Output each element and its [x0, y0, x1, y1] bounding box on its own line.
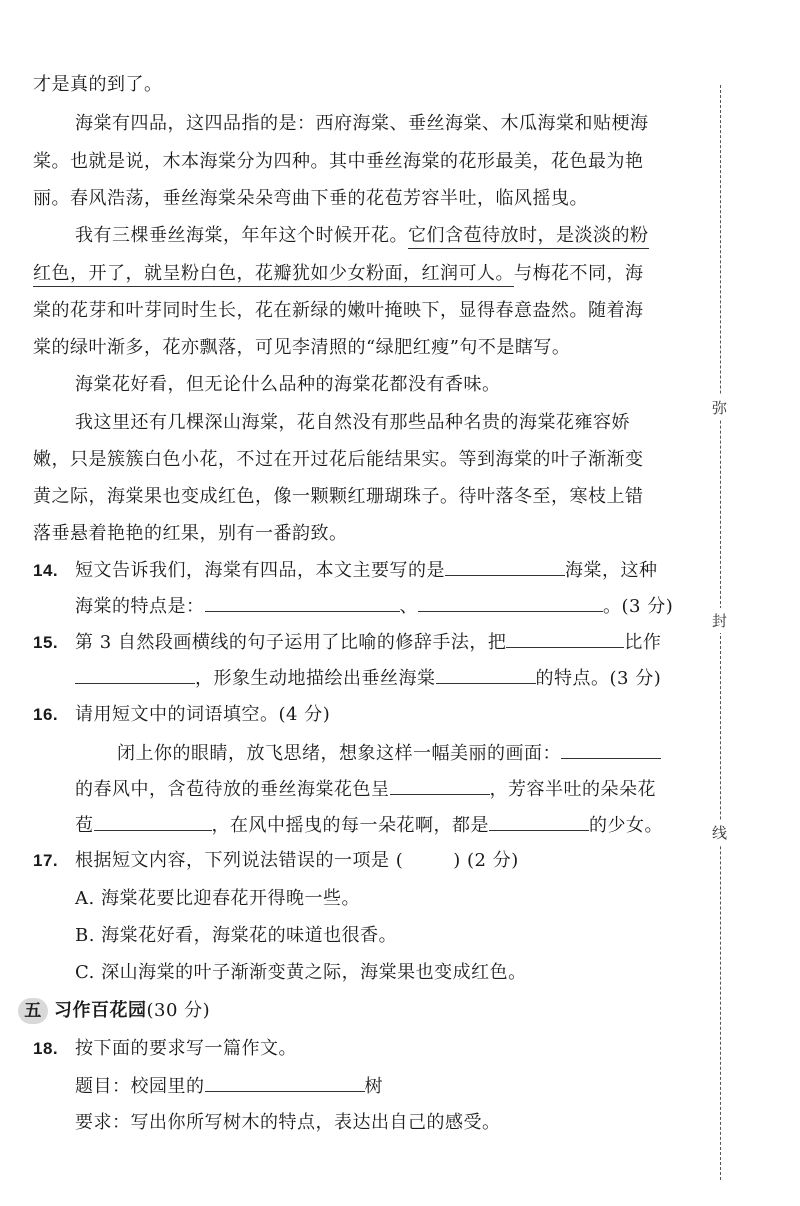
section-title: 习作百花园	[54, 1000, 147, 1021]
option-c: C. 深山海棠的叶子渐渐变黄之际，海棠果也变成红色。	[75, 962, 527, 983]
question-text: 海棠的特点是：	[75, 596, 205, 617]
answer-blank[interactable]	[94, 812, 212, 831]
passage-line: 棠。也就是说，木本海棠分为四种。其中垂丝海棠的花形最美，花色最为艳	[33, 151, 644, 172]
passage-text: 与梅花不同，海	[514, 263, 644, 284]
question-15-line2	[75, 665, 661, 692]
answer-blank[interactable]	[445, 557, 565, 576]
section-5-header	[18, 998, 210, 1024]
question-text: 第 3 自然段画横线的句子运用了比喻的修辞手法，把	[75, 632, 507, 653]
passage-line: 我这里还有几棵深山海棠，花自然没有那些品种名贵的海棠花雍容娇	[75, 412, 630, 433]
question-text: 比作	[624, 632, 662, 653]
question-18-requirement: 要求：写出你所写树木的特点，表达出自己的感受。	[75, 1112, 501, 1133]
question-text: 闭上你的眼睛，放飞思绪，想象这样一幅美丽的画面：	[117, 743, 561, 764]
option-b: B. 海棠花好看，海棠花的味道也很香。	[75, 925, 398, 946]
section-points: (30 分)	[146, 1000, 211, 1021]
seal-word: 弥	[712, 395, 727, 420]
passage-line: 丽。春风浩荡，垂丝海棠朵朵弯曲下垂的花苞芳容半吐，临风摇曳。	[33, 188, 588, 209]
question-number: 16.	[33, 705, 59, 724]
question-text: ，芳容半吐的朵朵花	[489, 779, 656, 800]
passage-line: 海棠有四品，这四品指的是：西府海棠、垂丝海棠、木瓜海棠和贴梗海	[75, 113, 649, 134]
question-16-line3	[75, 776, 656, 803]
question-text: ，形象生动地描绘出垂丝海棠	[195, 668, 436, 689]
question-number: 15.	[33, 633, 59, 652]
question-16-line4	[75, 812, 663, 839]
question-text: ，在风中摇曳的每一朵花啊，都是	[211, 815, 489, 836]
question-text: 海棠，这种	[565, 560, 658, 581]
question-18-title	[75, 1073, 383, 1100]
question-text: 的少女。	[589, 815, 663, 836]
question-15	[33, 629, 661, 656]
question-text: 按下面的要求写一篇作文。	[75, 1038, 297, 1059]
question-points: 的特点。(3 分)	[535, 668, 662, 689]
passage-line: 海棠花好看，但无论什么品种的海棠花都没有香味。	[75, 374, 501, 395]
question-number: 14.	[33, 561, 59, 580]
question-16-line2	[117, 740, 661, 767]
question-points: 。(3 分)	[603, 596, 674, 617]
underlined-sentence: 它们含苞待放时，是淡淡的粉	[408, 225, 649, 249]
question-text: 、	[399, 596, 418, 617]
question-points: ) (2 分)	[453, 850, 519, 871]
question-17	[33, 848, 519, 874]
seal-word: 线	[712, 820, 727, 845]
answer-blank[interactable]	[205, 1073, 365, 1092]
passage-line: 落垂悬着艳艳的红果，别有一番韵致。	[33, 523, 348, 544]
answer-blank[interactable]	[436, 665, 536, 684]
passage-line	[33, 261, 644, 287]
question-number: 17.	[33, 851, 59, 870]
question-text: 的春风中，含苞待放的垂丝海棠花色呈	[75, 779, 390, 800]
question-text: 苞	[75, 815, 94, 836]
question-text: 题目：校园里的	[75, 1076, 205, 1097]
question-16	[33, 702, 330, 728]
option-a: A. 海棠花要比迎春花开得晚一些。	[75, 888, 360, 909]
section-number-badge: 五	[18, 998, 48, 1024]
passage-line: 黄之际，海棠果也变成红色，像一颗颗红珊瑚珠子。待叶落冬至，寒枝上错	[33, 486, 644, 507]
passage-text: 我有三棵垂丝海棠，年年这个时候开花。	[75, 225, 408, 246]
answer-blank[interactable]	[205, 593, 400, 612]
underlined-sentence: 红色，开了，就呈粉白色，花瓣犹如少女粉面，红润可人。	[33, 263, 514, 287]
answer-blank[interactable]	[489, 812, 589, 831]
answer-blank[interactable]	[506, 629, 624, 648]
question-14	[33, 557, 658, 584]
question-text: 树	[364, 1076, 383, 1097]
passage-line: 嫩，只是簇簇白色小花，不过在开过花后能结果实。等到海棠的叶子渐渐变	[33, 449, 644, 470]
question-number: 18.	[33, 1039, 59, 1058]
answer-blank[interactable]	[75, 665, 195, 684]
passage-line: 棠的花芽和叶芽同时生长，花在新绿的嫩叶掩映下，显得春意盎然。随着海	[33, 300, 644, 321]
question-18	[33, 1036, 297, 1062]
question-text: 根据短文内容，下列说法错误的一项是 (	[75, 850, 404, 871]
answer-blank[interactable]	[418, 593, 603, 612]
answer-blank[interactable]	[561, 740, 661, 759]
answer-blank[interactable]	[390, 776, 490, 795]
question-text: 短文告诉我们，海棠有四品，本文主要写的是	[75, 560, 445, 581]
passage-line	[75, 223, 649, 249]
question-14-line2	[75, 593, 673, 620]
seal-word: 封	[712, 608, 727, 633]
passage-line: 才是真的到了。	[33, 74, 163, 95]
passage-line: 棠的绿叶渐多，花亦飘落，可见李清照的“绿肥红瘦”句不是瞎写。	[33, 337, 571, 358]
question-text: 请用短文中的词语填空。(4 分)	[75, 704, 331, 725]
